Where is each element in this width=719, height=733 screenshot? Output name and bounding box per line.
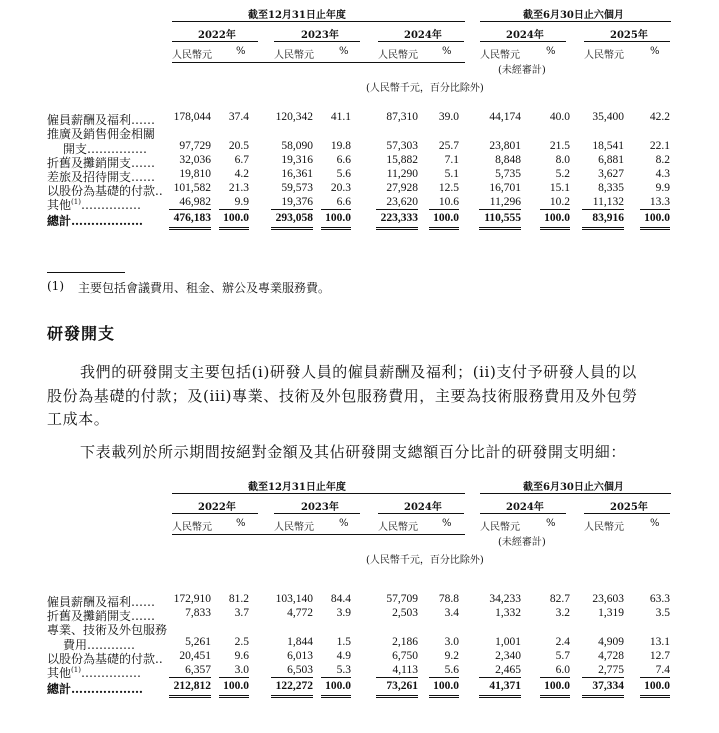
table-cell: 5,261 bbox=[185, 636, 211, 648]
table-cell: 20.3 bbox=[330, 182, 351, 194]
total-double-rule bbox=[271, 695, 313, 696]
total-cell: 37,334 bbox=[592, 680, 624, 692]
percent-header: % bbox=[236, 518, 246, 529]
percent-header: % bbox=[442, 518, 452, 529]
table-cell: 37.4 bbox=[228, 111, 249, 123]
table-cell: 57,709 bbox=[386, 593, 418, 605]
total-double-rule bbox=[219, 227, 249, 228]
year-header: 2024年 bbox=[404, 502, 442, 513]
subtotal-rule bbox=[540, 677, 570, 678]
table-cell: 4,728 bbox=[598, 650, 624, 662]
unit-rule-left bbox=[172, 62, 465, 63]
table-cell: 20,451 bbox=[179, 650, 211, 662]
total-double-rule bbox=[169, 697, 211, 698]
table-cell: 23,603 bbox=[592, 593, 624, 605]
year-rule bbox=[480, 41, 566, 42]
table-cell: 10.2 bbox=[549, 196, 570, 208]
table-cell: 22.1 bbox=[649, 140, 670, 152]
total-double-rule bbox=[429, 697, 459, 698]
percent-header: % bbox=[339, 518, 349, 529]
footnote-marker: (1) bbox=[71, 666, 81, 674]
table-cell: 39.0 bbox=[438, 111, 459, 123]
table-cell: 8,335 bbox=[598, 182, 624, 194]
table-cell: 2,503 bbox=[392, 607, 418, 619]
unaudited-note: (未經審計) bbox=[498, 537, 546, 548]
total-label: 總計……………… bbox=[47, 214, 144, 228]
table-cell: 5,735 bbox=[495, 168, 521, 180]
table-cell: 82.7 bbox=[549, 593, 570, 605]
table-cell: 3.5 bbox=[655, 607, 670, 619]
table-cell: 41.1 bbox=[330, 111, 351, 123]
total-double-rule bbox=[169, 229, 211, 230]
row-label-text: 差旅及招待開支…… bbox=[47, 170, 156, 184]
row-label bbox=[47, 664, 141, 681]
table-cell: 2,186 bbox=[392, 636, 418, 648]
table-cell: 9.9 bbox=[655, 182, 670, 194]
total-double-rule bbox=[582, 229, 624, 230]
table-cell: 78.8 bbox=[438, 593, 459, 605]
total-double-rule bbox=[376, 227, 418, 228]
currency-header: 人民幣元 bbox=[274, 50, 314, 61]
total-cell: 212,812 bbox=[173, 680, 211, 692]
year-header: 2023年 bbox=[301, 30, 339, 41]
unaudited-note: (未經審計) bbox=[498, 65, 546, 76]
paragraph-line: 工成本。 bbox=[47, 410, 110, 428]
table-cell: 81.2 bbox=[228, 593, 249, 605]
table-cell: 63.3 bbox=[649, 593, 670, 605]
year-header: 2022年 bbox=[198, 30, 236, 41]
total-double-rule bbox=[219, 229, 249, 230]
year-rule bbox=[584, 513, 670, 514]
table-cell: 3.9 bbox=[336, 607, 351, 619]
subtotal-rule bbox=[321, 209, 351, 210]
table-cell: 59,573 bbox=[281, 182, 313, 194]
table-cell: 18,541 bbox=[592, 140, 624, 152]
total-double-rule bbox=[640, 229, 670, 230]
year-rule bbox=[480, 513, 566, 514]
total-cell: 100.0 bbox=[644, 680, 670, 692]
row-label-text: 推廣及銷售佣金相關 bbox=[47, 127, 156, 141]
total-cell: 100.0 bbox=[433, 680, 459, 692]
row-label-leader: …………… bbox=[80, 666, 141, 680]
table-cell: 5.6 bbox=[336, 168, 351, 180]
group-header-year-end: 截至12月31日止年度 bbox=[248, 10, 346, 21]
table-cell: 6.6 bbox=[336, 196, 351, 208]
year-header: 2024年 bbox=[506, 30, 544, 41]
table-cell: 15.1 bbox=[549, 182, 570, 194]
table-cell: 7,833 bbox=[185, 607, 211, 619]
currency-header: 人民幣元 bbox=[584, 522, 624, 533]
subtotal-rule bbox=[169, 209, 211, 210]
row-label-text: 以股份為基礎的付款.. bbox=[47, 652, 163, 666]
table-cell: 12.7 bbox=[649, 650, 670, 662]
table-cell: 23,620 bbox=[386, 196, 418, 208]
total-double-rule bbox=[429, 695, 459, 696]
total-cell: 100.0 bbox=[644, 212, 670, 224]
subtotal-rule bbox=[479, 209, 521, 210]
table-cell: 25.7 bbox=[438, 140, 459, 152]
row-label-continued: 費用………… bbox=[63, 638, 136, 652]
percent-header: % bbox=[236, 46, 246, 57]
table-cell: 21.3 bbox=[228, 182, 249, 194]
total-double-rule bbox=[376, 229, 418, 230]
table-cell: 9.6 bbox=[234, 650, 249, 662]
currency-header: 人民幣元 bbox=[172, 50, 212, 61]
group-rule-year-end bbox=[172, 493, 465, 494]
table-cell: 27,928 bbox=[386, 182, 418, 194]
total-double-rule bbox=[640, 697, 670, 698]
table-cell: 11,296 bbox=[489, 196, 521, 208]
table-cell: 19,316 bbox=[281, 154, 313, 166]
total-double-rule bbox=[169, 695, 211, 696]
total-cell: 122,272 bbox=[275, 680, 313, 692]
table-cell: 44,174 bbox=[489, 111, 521, 123]
currency-header: 人民幣元 bbox=[480, 522, 520, 533]
table-cell: 2,775 bbox=[598, 664, 624, 676]
total-double-rule bbox=[219, 695, 249, 696]
total-double-rule bbox=[169, 227, 211, 228]
percent-header: % bbox=[339, 46, 349, 57]
table-cell: 5.7 bbox=[555, 650, 570, 662]
subtotal-rule bbox=[376, 677, 418, 678]
percent-header: % bbox=[546, 46, 556, 57]
table-cell: 15,882 bbox=[386, 154, 418, 166]
total-cell: 100.0 bbox=[223, 680, 249, 692]
table-cell: 5.1 bbox=[444, 168, 459, 180]
table-cell: 4,909 bbox=[598, 636, 624, 648]
total-cell: 476,183 bbox=[173, 212, 211, 224]
table-cell: 3.7 bbox=[234, 607, 249, 619]
total-double-rule bbox=[321, 697, 351, 698]
table-cell: 19.8 bbox=[330, 140, 351, 152]
total-cell: 73,261 bbox=[386, 680, 418, 692]
subtotal-rule bbox=[271, 209, 313, 210]
table-cell: 3.0 bbox=[444, 636, 459, 648]
table-cell: 2,465 bbox=[495, 664, 521, 676]
subtotal-rule bbox=[479, 677, 521, 678]
table-cell: 10.6 bbox=[438, 196, 459, 208]
table-cell: 6,503 bbox=[287, 664, 313, 676]
group-rule-year-end bbox=[172, 21, 465, 22]
row-label-text: 僱員薪酬及福利…… bbox=[47, 595, 156, 609]
table-cell: 103,140 bbox=[275, 593, 313, 605]
total-cell: 100.0 bbox=[223, 212, 249, 224]
subtotal-rule bbox=[219, 677, 249, 678]
group-header-year-end: 截至12月31日止年度 bbox=[248, 482, 346, 493]
total-double-rule bbox=[479, 695, 521, 696]
table-cell: 9.2 bbox=[444, 650, 459, 662]
table-cell: 12.5 bbox=[438, 182, 459, 194]
year-header: 2024年 bbox=[404, 30, 442, 41]
currency-header: 人民幣元 bbox=[274, 522, 314, 533]
row-label-text: 其他 bbox=[47, 666, 72, 680]
table-cell: 1,844 bbox=[287, 636, 313, 648]
table-cell: 42.2 bbox=[649, 111, 670, 123]
year-rule bbox=[378, 513, 464, 514]
total-double-rule bbox=[321, 229, 351, 230]
table-cell: 3.0 bbox=[234, 664, 249, 676]
percent-header: % bbox=[442, 46, 452, 57]
total-double-rule bbox=[540, 227, 570, 228]
year-header: 2025年 bbox=[610, 502, 648, 513]
paragraph-line: 股份為基礎的付款；及(iii)專業、技術及外包服務費用，主要為技術服務費用及外包勞 bbox=[47, 387, 638, 405]
table-cell: 4.9 bbox=[336, 650, 351, 662]
percent-header: % bbox=[650, 518, 660, 529]
total-double-rule bbox=[640, 227, 670, 228]
year-rule bbox=[172, 513, 258, 514]
total-cell: 100.0 bbox=[325, 680, 351, 692]
total-double-rule bbox=[582, 227, 624, 228]
subtotal-rule bbox=[429, 209, 459, 210]
table-cell: 58,090 bbox=[281, 140, 313, 152]
table-cell: 6.0 bbox=[555, 664, 570, 676]
total-double-rule bbox=[321, 695, 351, 696]
table-cell: 23,801 bbox=[489, 140, 521, 152]
year-header: 2023年 bbox=[301, 502, 339, 513]
table-cell: 172,910 bbox=[173, 593, 211, 605]
footnote-marker: (1) bbox=[71, 198, 81, 206]
table-cell: 46,982 bbox=[179, 196, 211, 208]
table-cell: 57,303 bbox=[386, 140, 418, 152]
table-cell: 5.3 bbox=[336, 664, 351, 676]
table-cell: 16,701 bbox=[489, 182, 521, 194]
table-cell: 178,044 bbox=[173, 111, 211, 123]
row-label-text: 其他 bbox=[47, 198, 72, 212]
table-cell: 7.1 bbox=[444, 154, 459, 166]
table-cell: 8.2 bbox=[655, 154, 670, 166]
footnote-rule bbox=[47, 272, 125, 273]
table-cell: 6.6 bbox=[336, 154, 351, 166]
table-cell: 87,310 bbox=[386, 111, 418, 123]
total-double-rule bbox=[479, 229, 521, 230]
year-header: 2024年 bbox=[506, 502, 544, 513]
table-cell: 5.6 bbox=[444, 664, 459, 676]
table-cell: 2.5 bbox=[234, 636, 249, 648]
table-cell: 6,357 bbox=[185, 664, 211, 676]
subtotal-rule bbox=[582, 677, 624, 678]
table-cell: 11,290 bbox=[386, 168, 418, 180]
table-cell: 3,627 bbox=[598, 168, 624, 180]
paragraph-intro: 下表載列於所示期間按絕對金額及其佔研發開支總額百分比計的研發開支明細： bbox=[80, 443, 627, 461]
subtotal-rule bbox=[582, 209, 624, 210]
total-cell: 100.0 bbox=[544, 680, 570, 692]
table-cell: 19,810 bbox=[179, 168, 211, 180]
table-cell: 1,319 bbox=[598, 607, 624, 619]
table-cell: 20.5 bbox=[228, 140, 249, 152]
table-cell: 84.4 bbox=[330, 593, 351, 605]
total-double-rule bbox=[640, 695, 670, 696]
row-label-text: 僱員薪酬及福利…… bbox=[47, 113, 156, 127]
total-double-rule bbox=[321, 227, 351, 228]
total-double-rule bbox=[219, 697, 249, 698]
paragraph-line: 我們的研發開支主要包括(i)研發人員的僱員薪酬及福利；(ii)支付予研發人員的以 bbox=[80, 363, 637, 381]
table-cell: 34,233 bbox=[489, 593, 521, 605]
total-cell: 293,058 bbox=[275, 212, 313, 224]
total-double-rule bbox=[271, 229, 313, 230]
table-cell: 9.9 bbox=[234, 196, 249, 208]
table-cell: 35,400 bbox=[592, 111, 624, 123]
year-rule bbox=[584, 41, 670, 42]
group-header-six-months: 截至6月30日止六個月 bbox=[523, 482, 624, 493]
group-header-six-months: 截至6月30日止六個月 bbox=[523, 10, 624, 21]
row-label bbox=[47, 196, 141, 213]
subtotal-rule bbox=[321, 677, 351, 678]
total-double-rule bbox=[271, 227, 313, 228]
table-cell: 21.5 bbox=[549, 140, 570, 152]
table-cell: 101,582 bbox=[173, 182, 211, 194]
unit-note: (人民幣千元，百分比除外) bbox=[366, 83, 484, 94]
table-cell: 1.5 bbox=[336, 636, 351, 648]
currency-header: 人民幣元 bbox=[480, 50, 520, 61]
table-cell: 4,113 bbox=[392, 664, 418, 676]
total-double-rule bbox=[271, 697, 313, 698]
table-cell: 4,772 bbox=[287, 607, 313, 619]
table-cell: 4.2 bbox=[234, 168, 249, 180]
table-cell: 1,001 bbox=[495, 636, 521, 648]
table-cell: 97,729 bbox=[179, 140, 211, 152]
table-cell: 40.0 bbox=[549, 111, 570, 123]
total-double-rule bbox=[479, 697, 521, 698]
table-cell: 120,342 bbox=[275, 111, 313, 123]
table-cell: 16,361 bbox=[281, 168, 313, 180]
group-rule-six-months bbox=[480, 493, 671, 494]
table-cell: 2.4 bbox=[555, 636, 570, 648]
total-cell: 100.0 bbox=[325, 212, 351, 224]
total-double-rule bbox=[540, 697, 570, 698]
table-cell: 5.2 bbox=[555, 168, 570, 180]
table-cell: 3.4 bbox=[444, 607, 459, 619]
subtotal-rule bbox=[271, 677, 313, 678]
group-rule-six-months bbox=[480, 21, 671, 22]
unit-note: (人民幣千元，百分比除外) bbox=[366, 555, 484, 566]
subtotal-rule bbox=[540, 209, 570, 210]
table-cell: 7.4 bbox=[655, 664, 670, 676]
row-label-text: 以股份為基礎的付款.. bbox=[47, 184, 163, 198]
table-cell: 32,036 bbox=[179, 154, 211, 166]
subtotal-rule bbox=[169, 677, 211, 678]
percent-header: % bbox=[650, 46, 660, 57]
percent-header: % bbox=[546, 518, 556, 529]
table-cell: 8,848 bbox=[495, 154, 521, 166]
total-cell: 100.0 bbox=[433, 212, 459, 224]
footnote-marker: (1) bbox=[47, 279, 64, 293]
table-cell: 6,881 bbox=[598, 154, 624, 166]
total-double-rule bbox=[429, 227, 459, 228]
currency-header: 人民幣元 bbox=[378, 50, 418, 61]
total-cell: 110,555 bbox=[484, 212, 521, 224]
total-double-rule bbox=[540, 229, 570, 230]
subtotal-rule bbox=[429, 677, 459, 678]
table-cell: 1,332 bbox=[495, 607, 521, 619]
year-header: 2022年 bbox=[198, 502, 236, 513]
total-double-rule bbox=[376, 697, 418, 698]
row-label-leader: …………… bbox=[80, 198, 141, 212]
currency-header: 人民幣元 bbox=[584, 50, 624, 61]
unit-rule-left bbox=[172, 534, 465, 535]
subtotal-rule bbox=[219, 209, 249, 210]
table-cell: 11,132 bbox=[592, 196, 624, 208]
subtotal-rule bbox=[640, 677, 670, 678]
table-cell: 19,376 bbox=[281, 196, 313, 208]
table-cell: 13.3 bbox=[649, 196, 670, 208]
total-cell: 83,916 bbox=[592, 212, 624, 224]
table-cell: 8.0 bbox=[555, 154, 570, 166]
row-label-text: 折舊及攤銷開支…… bbox=[47, 609, 156, 623]
row-label-text: 折舊及攤銷開支…… bbox=[47, 156, 156, 170]
row-label-continued: 開支…………… bbox=[63, 142, 148, 156]
total-double-rule bbox=[429, 229, 459, 230]
year-rule bbox=[274, 513, 360, 514]
currency-header: 人民幣元 bbox=[378, 522, 418, 533]
total-double-rule bbox=[479, 227, 521, 228]
total-double-rule bbox=[376, 695, 418, 696]
total-label: 總計……………… bbox=[47, 682, 144, 696]
table-cell: 2,340 bbox=[495, 650, 521, 662]
row-label-text: 專業、技術及外包服務 bbox=[47, 623, 168, 637]
table-cell: 6,750 bbox=[392, 650, 418, 662]
total-double-rule bbox=[540, 695, 570, 696]
year-rule bbox=[172, 41, 258, 42]
table-cell: 3.2 bbox=[555, 607, 570, 619]
table-cell: 4.3 bbox=[655, 168, 670, 180]
year-rule bbox=[378, 41, 464, 42]
table-cell: 13.1 bbox=[649, 636, 670, 648]
currency-header: 人民幣元 bbox=[172, 522, 212, 533]
total-cell: 41,371 bbox=[489, 680, 521, 692]
total-cell: 100.0 bbox=[544, 212, 570, 224]
table-cell: 6.7 bbox=[234, 154, 249, 166]
year-rule bbox=[274, 41, 360, 42]
total-double-rule bbox=[582, 697, 624, 698]
year-header: 2025年 bbox=[610, 30, 648, 41]
footnote-text: 主要包括會議費用、租金、辦公及專業服務費。 bbox=[78, 281, 331, 295]
table-cell: 6,013 bbox=[287, 650, 313, 662]
subtotal-rule bbox=[640, 209, 670, 210]
section-title: 研發開支 bbox=[47, 324, 116, 343]
total-double-rule bbox=[582, 695, 624, 696]
subtotal-rule bbox=[376, 209, 418, 210]
total-cell: 223,333 bbox=[380, 212, 418, 224]
